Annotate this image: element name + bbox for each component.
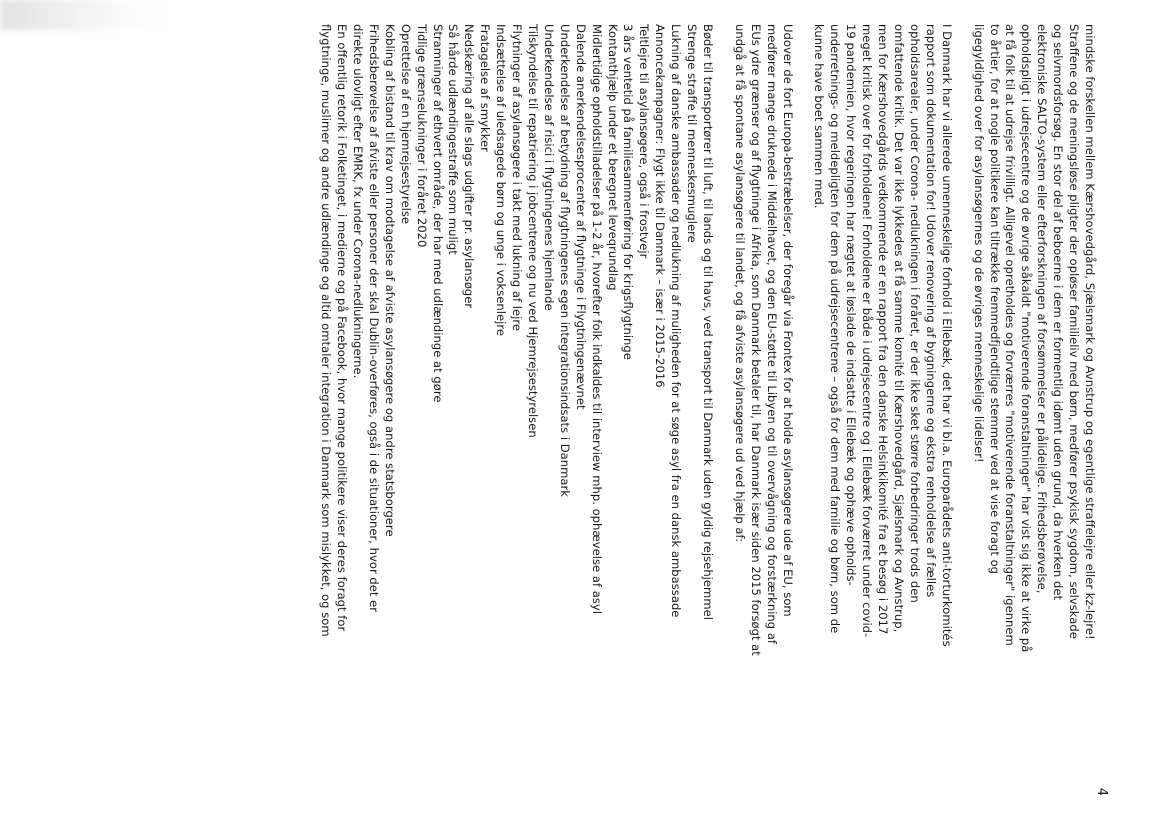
denmark-conditions-paragraph xyxy=(810,24,953,804)
list-item: Fratagelse af smykker xyxy=(477,24,492,152)
list-item: Dalende anerkendelsesprocenter af flygtninge i Flygtningenævnet xyxy=(573,24,588,410)
list-item: Bøder til transportører til luft, til lands og til havs, ved transport til Danmark uden gyldig rejsehjemmel xyxy=(700,24,715,620)
text-line: ligegyldighed over for asylansøgernes og de øvriges menneskelige lidelser! xyxy=(971,24,986,463)
text-line: opholdsarealer, under Corona- nedlukningen i foråret, er der ikke sket større forbedringer trods den xyxy=(907,24,922,603)
list-item: Stramninger af ethvert område, der har med udlændinge at gøre xyxy=(430,24,445,403)
text-line: opholdspligt i udrejsecentre og de øvrige såkaldt "motiverende foranstaltninger" har vist sig ikke at virke på xyxy=(1018,24,1033,653)
text-line: medfører mange druknede i Middelhavet, og den EU-støtte til Libyen og til overvågning og forstærkning af xyxy=(764,24,779,645)
list-item: Midlertidige opholdstilladelser på 1-2 år, hvorefter folk indkaldes til interview mhp. ophævelse af asyl xyxy=(589,24,604,614)
text-line: og selvmordsforsøg. En stor del af beboerne i dem er formentlig idømt uden grund, da hverken det xyxy=(1050,24,1065,601)
text-line: to årtier, for at nogle politikere kan tiltrække fremmedfjendtlige stemmer ved at vise foragt og xyxy=(987,24,1002,575)
list-item: Nedskæring af alle slags udgifter pr. asylansøger xyxy=(461,24,476,309)
list-item: Annoncekampagner: Flygt ikke til Danmark – især i 2015-2016 xyxy=(652,24,667,388)
page-number: 4 xyxy=(1093,787,1109,796)
text-line: meget kritisk over for forholdene! Forholdene er både i udrejsecentre og i Ellebæk forværret under covid- xyxy=(859,24,874,638)
text-line: underretnings- og meldepligten for dem på udrejsecentrene – også for dem med familie og børn, som de xyxy=(827,24,842,634)
intro-paragraph xyxy=(969,24,1096,804)
text-line: mindske forskellen mellem Kærshovedgård, Sjælsmark og Avnstrup og egentlige straffelejre eller kz-lejre! xyxy=(1082,24,1097,640)
text-line: men for Kærshovedgårds vedkommende er en rapport fra den danske Helsinkikomité fra et besøg i 2017 xyxy=(875,24,890,635)
list-item: Tidlige grænselukninger i foråret 2020 xyxy=(414,24,429,248)
list-item: Underkendelse af risici i flygtningenes hjemlande xyxy=(541,24,556,311)
text-line: Udover de fort Europa-bestræbelser, der foregår via Frontex for at holde asylansøgere ude af EU, som xyxy=(780,24,795,617)
list-item: flygtninge, muslimer og andre udlændinge og altid omtaler integration i Danmark som mislykket, og som xyxy=(318,24,333,637)
list-item: Så hårde udlændingestraffe som muligt xyxy=(445,24,460,255)
text-line: at få folk til at udrejse frivilligt. Alligevel opretholdes og forværres "motiverende foranstaltninger" igennem xyxy=(1002,24,1017,646)
list-item: Strenge straffe til menneskesmuglere xyxy=(684,24,699,243)
list-item: Flytninger af asylansøgere i takt med lukning af lejre xyxy=(509,24,524,331)
list-item: Kobling af bistand til krav om modtagelse af afviste asylansøgere og andre statsborgere xyxy=(382,24,397,537)
list-item: Tilskyndelse til repatriering i jobcentrene og nu ved Hjemrejsestyrelsen xyxy=(525,24,540,438)
text-line: Straffene og de meningsløse pligter der opløser familieliv med børn, medfører psykisk sygdom, selvskade xyxy=(1066,24,1081,639)
text-line: I Danmark har vi allerede umenneskelige forhold i Ellebæk, det har vi bl.a. Europarådets anti-torturkomités xyxy=(939,24,954,647)
text-line: elektroniske SALTO-system eller efterforskningen af forsømmelser er pålidelige. Frihedsberøvelse, xyxy=(1034,24,1049,594)
document-body xyxy=(317,24,1097,804)
list-item: direkte ulovligt efter EMRK, fx under Corona-nedlukningerne. xyxy=(350,24,365,379)
rotated-document-page xyxy=(55,24,1115,804)
list-item: Frihedsberøvelse af afviste eller personer der skal Dublin-overføres, også i de situationer, hvor det er xyxy=(366,24,381,613)
text-line: undgå at få spontane asylansøgere til landet, og få afviste asylansøgere ud ved hjælp af: xyxy=(732,24,747,543)
list-item: Kontanthjælp under et beregnet leveqrundlag xyxy=(605,24,620,291)
list-item: En offentlig retorik i Folketinget, i medierne og på Facebook, hvor mange politikere viser deres foragt for xyxy=(334,24,349,632)
text-line: EUs ydre grænser og af flygtninge i Afrika, som Danmark betaler til, har Danmark især siden 2015 forsøgt at xyxy=(748,24,763,656)
text-line: omfattende kritik. Det var ikke lykkedes at få samme komité til Kærshovedgård, Sjælsmark og Avnstrup, xyxy=(891,24,906,633)
fortress-europe-paragraph xyxy=(730,24,794,804)
text-line: 19 pandemien, hvor regeringen har nægtet at løslade de indsatte i Ellebæk og ophæve opholds- xyxy=(843,24,858,586)
list-item: 3 års ventetid på familiesammenføring for krigsflygtninge xyxy=(620,24,635,360)
list-item: Underkendelse af betydning af flygtningenes egen integrationsindsats i Danmark xyxy=(557,24,572,497)
text-line: rapport som dokumentation for! Udover renovering af bygningerne og ekstra renholdelse af fælles xyxy=(923,24,938,598)
list-item: Indsættelse af uledsagede børn og unge i voksenlejre xyxy=(493,24,508,336)
text-line: kunne have boet sammen med. xyxy=(812,24,826,209)
list-item: Lukning af danske ambassader og nedlukning af muligheden for at søge asyl fra en dansk ambassade xyxy=(668,24,683,618)
list-item: Oprettelse af en hjemrejsestyrelse xyxy=(398,24,413,224)
measures-list xyxy=(317,24,715,804)
list-item: Teltlejre til asylansøgere, også i frostvejr xyxy=(636,24,651,259)
